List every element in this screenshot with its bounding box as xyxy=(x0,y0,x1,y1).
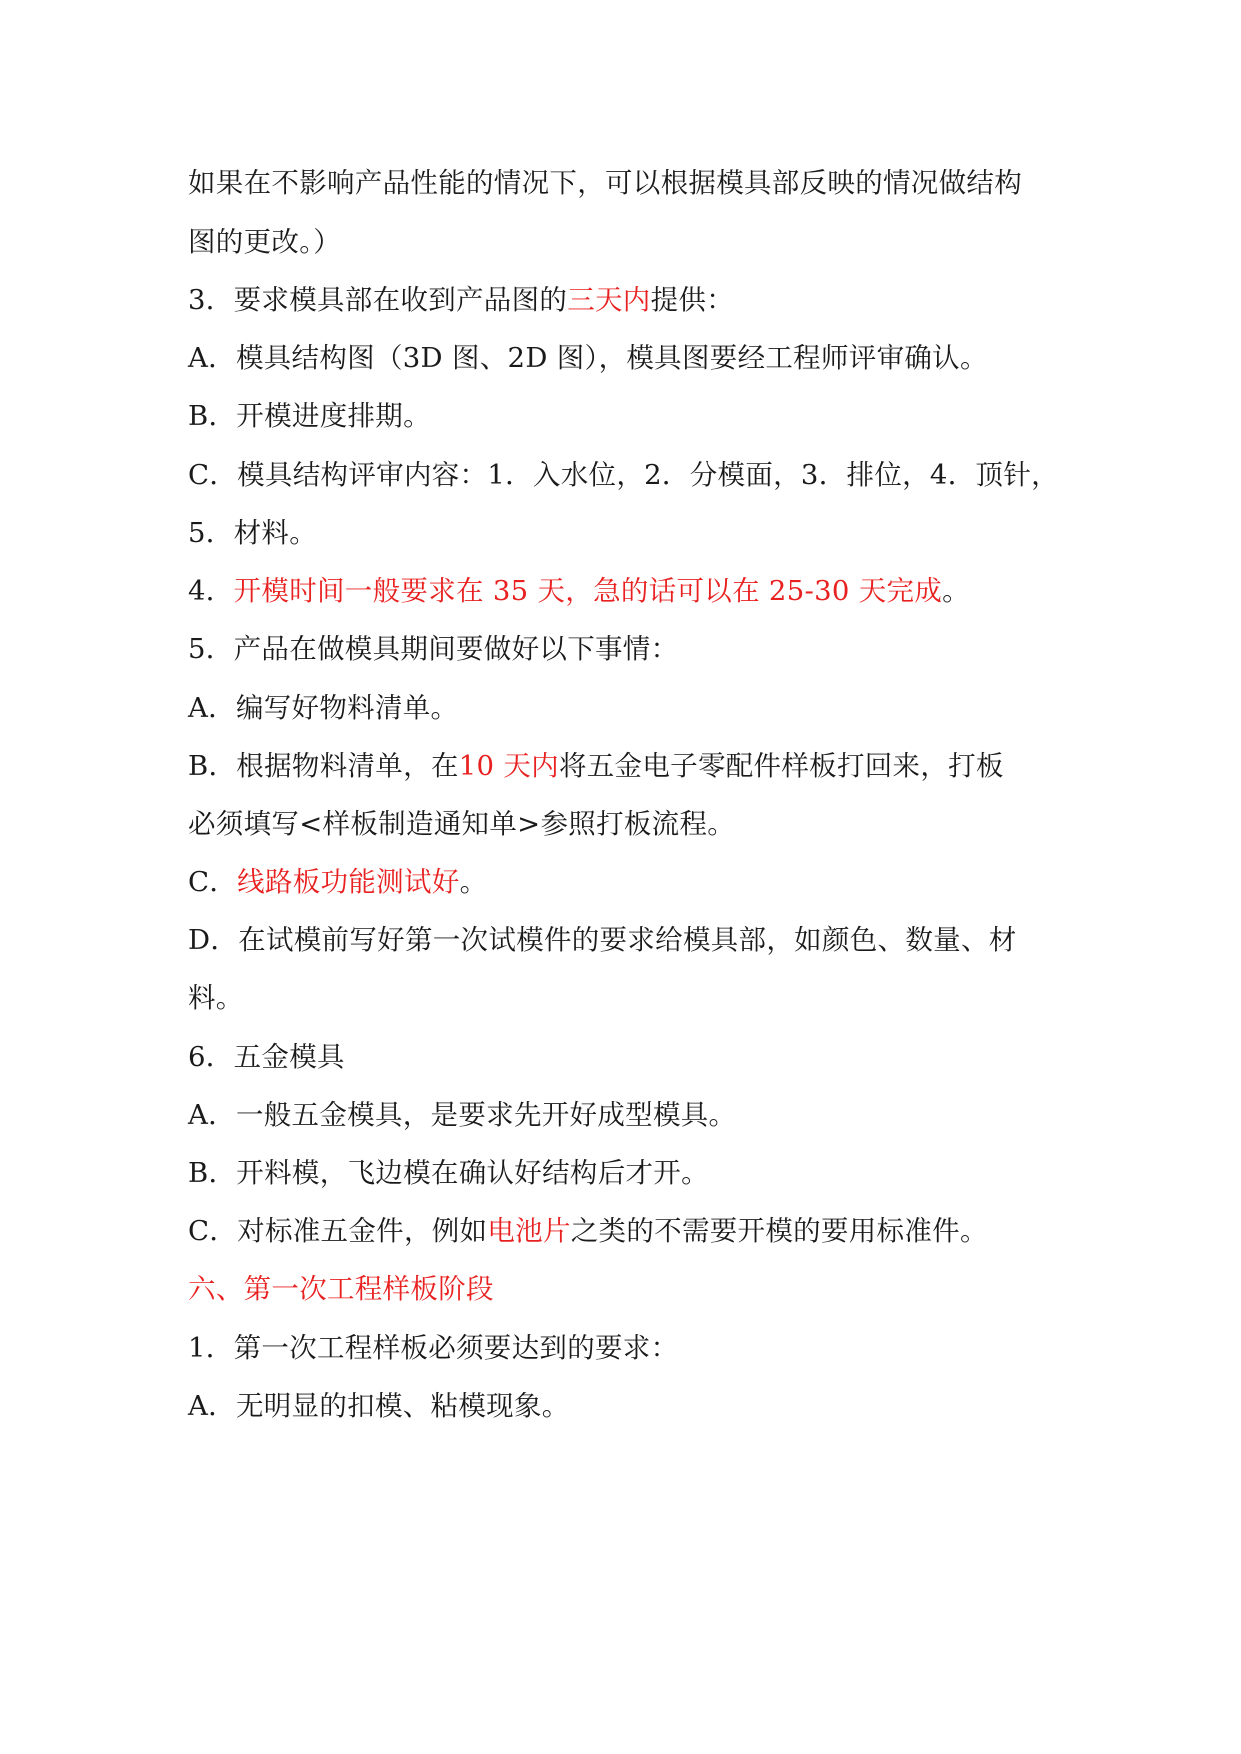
list-item-a: A．一般五金模具，是要求先开好成型模具。 xyxy=(188,1099,737,1131)
item-text: 。 xyxy=(459,866,488,898)
list-item-b: B．开模进度排期。 xyxy=(188,400,431,432)
list-item-6: 6．五金模具 xyxy=(188,1041,345,1073)
list-item-4 xyxy=(188,571,1068,611)
item-text: 提供： xyxy=(650,284,735,316)
highlight-text: 电池片 xyxy=(487,1215,571,1247)
paragraph-line: 如果在不影响产品性能的情况下，可以根据模具部反映的情况做结构 xyxy=(188,167,1022,199)
list-item-b xyxy=(188,746,1068,786)
highlight-text: 开模时间一般要求在 35 天，急的话可以在 25-30 天完成 xyxy=(233,575,943,607)
list-item-c xyxy=(188,862,1068,902)
list-item-c xyxy=(188,1211,1068,1251)
item-text: B．根据物料清单，在 xyxy=(188,750,459,782)
paragraph-line: 必须填写<样板制造通知单>参照打板流程。 xyxy=(188,808,736,840)
list-item-a: A．模具结构图（3D 图、2D 图），模具图要经工程师评审确认。 xyxy=(188,342,988,374)
item-text: C．对标准五金件，例如 xyxy=(188,1215,488,1247)
list-item-d: D．在试模前写好第一次试模件的要求给模具部，如颜色、数量、材 xyxy=(188,924,1017,956)
list-item-b: B．开料模，飞边模在确认好结构后才开。 xyxy=(188,1157,709,1189)
item-text: 之类的不需要开模的要用标准件。 xyxy=(570,1215,988,1247)
paragraph-line: 5．材料。 xyxy=(188,517,317,549)
section-heading: 六、第一次工程样板阶段 xyxy=(188,1273,494,1305)
list-item-a: A．无明显的扣模、粘模现象。 xyxy=(188,1390,570,1422)
item-text: 。 xyxy=(942,575,970,607)
list-item-a: A．编写好物料清单。 xyxy=(188,692,459,724)
highlight-text: 线路板功能测试好 xyxy=(237,866,460,898)
paragraph-line: 图的更改。） xyxy=(188,226,342,258)
item-text: 将五金电子零配件样板打回来，打板 xyxy=(558,750,1004,782)
highlight-text: 三天内 xyxy=(567,284,651,316)
list-item-5: 5．产品在做模具期间要做好以下事情： xyxy=(188,633,679,665)
item-text: 4． xyxy=(188,575,234,607)
list-item-c: C．模具结构评审内容：1．入水位，2．分模面，3．排位，4．顶针， xyxy=(188,459,1059,491)
highlight-text: 10 天内 xyxy=(458,750,559,782)
list-item-1: 1．第一次工程样板必须要达到的要求： xyxy=(188,1332,679,1364)
paragraph-line: 料。 xyxy=(188,982,244,1014)
item-text: C． xyxy=(188,866,238,898)
item-text: 3．要求模具部在收到产品图的 xyxy=(188,284,568,316)
list-item-3 xyxy=(188,280,1068,320)
